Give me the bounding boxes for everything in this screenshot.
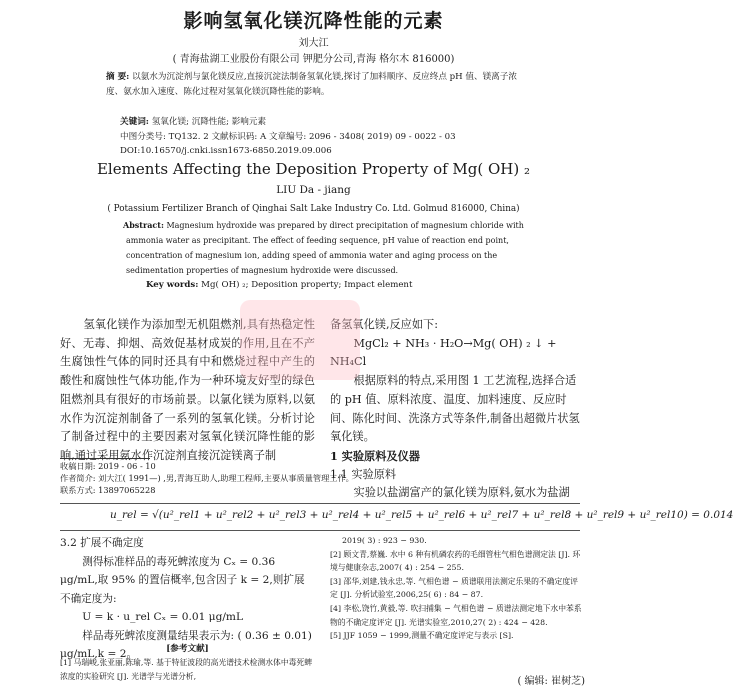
article-title-en: Elements Affecting the Deposition Property of Mg( OH) ₂ <box>96 160 531 178</box>
reference-2: [2] 顾文青,蔡巍. 水中 6 种有机磷农药的毛细管柱气相色谱测定法 [J]. 环境与健康杂志,2007( 4) : 254 − 255. <box>330 549 581 573</box>
watermark <box>240 300 360 380</box>
reference-5: [5] JJF 1059 − 1999,测量不确定度评定与表示 [S]. <box>330 631 514 641</box>
section-3-2-heading: 3.2 扩展不确定度 <box>60 537 144 549</box>
abstract-cn-text: 以氨水为沉淀剂与氯化镁反应,直接沉淀法制备氢氧化镁,探讨了加料顺序、反应终点 pH 值、镁离子浓度、氨水加入速度、陈化过程对氢氧化镁沉降性能的影响。 <box>106 72 517 97</box>
uncertainty-equation: u_rel = √(u²_rel1 + u²_rel2 + u²_rel3 + u²_rel4 + u²_rel5 + u²_rel6 + u²_rel7 + u²_rel8 + u²_rel9 + u²_rel10) = 0.014 <box>110 509 733 521</box>
abstract-en-text: Magnesium hydroxide was prepared by direct precipitation of magnesium chloride with ammonia water as precipitant. The effect of feeding sequence, pH value of reaction end point, concentration of magnesium ion, adding speed of ammonia water and aging process on the sedimentation properties of magnesium hydroxide were discussed. <box>126 221 524 275</box>
body-right-column <box>330 316 580 503</box>
editor-note: ( 编辑: 崔树芝) <box>517 676 585 687</box>
reference-1: [1] 马瑞峻,张亚丽,陈瑜,等. 基于特征波段的高光谱技术检测水体中毒死蜱浓度的实验研究 [J]. 光谱学与光谱分析, <box>60 658 313 681</box>
abstract-cn <box>106 70 526 100</box>
affiliation-cn: ( 青海盐湖工业股份有限公司 钾肥分公司,青海 格尔木 816000) <box>172 54 455 65</box>
abstract-cn-label: 摘 要: <box>106 72 130 82</box>
reference-3: [3] 邵华,刘建,钱永忠,等. 气相色谱 − 质谱联用法测定乐果的不确定度评定 [J]. 分析试验室,2006,25( 6) : 84 − 87. <box>330 576 578 600</box>
right-paragraph: 根据原料的特点,采用图 1 工艺流程,选择合适的 pH 值、原料浓度、温度、加料速度、反应时间、陈化时间、洗涤方式等条件,制备出超微片状氢氧化镁。 <box>330 374 580 444</box>
affiliation-en: ( Potassium Fertilizer Branch of Qinghai Salt Lake Industry Co. Ltd. Golmud 816000, China) <box>107 204 520 214</box>
author-en: LIU Da - jiang <box>276 184 351 196</box>
keywords-cn <box>120 115 266 127</box>
section-heading-1-1: 1.1 实验原料 <box>330 467 397 481</box>
keywords-cn-text: 氢氧化镁; 沉降性能; 影响元素 <box>151 117 267 127</box>
footnote-author: 作者简介: 刘大江( 1991—) ,男,青海互助人,助理工程师,主要从事质量管理工作。 <box>60 473 354 483</box>
keywords-en-text: Mg( OH) ₂; Deposition property; Impact element <box>201 280 413 290</box>
references-heading: [参考文献] <box>166 644 209 654</box>
abstract-en-label: Abstract: <box>123 220 164 230</box>
article-title-cn: 影响氢氧化镁沉降性能的元素 <box>183 10 444 32</box>
right-intro: 备氢氧化镁,反应如下: <box>330 318 439 331</box>
keywords-en <box>146 280 412 290</box>
classification-line: 中图分类号: TQ132. 2 文献标识码: A 文章编号: 2096 - 3408( 2019) 09 - 0022 - 03 <box>120 132 456 142</box>
reference-4: [4] 李松,饶竹,黄毅,等. 吹扫捕集 − 气相色谱 − 质谱法测定地下水中苯系物的不确定度评定 [J]. 光谱实验室,2010,27( 2) : 424 − 428. <box>330 603 582 627</box>
reaction-equation: MgCl₂ + NH₃ · H₂O→Mg( OH) ₂ ↓ + NH₄Cl <box>330 336 557 369</box>
right-last-line: 实验以盐湖富产的氯化镁为原料,氨水为盐湖 <box>353 486 570 500</box>
abstract-en <box>123 218 526 278</box>
footnote-contact: 联系方式: 13897065228 <box>60 485 156 495</box>
author-cn: 刘大江 <box>298 38 329 49</box>
footnote-received: 收稿日期: 2019 - 06 - 10 <box>60 461 156 471</box>
body-left-paragraph: 氢氧化镁作为添加型无机阻燃剂,具有热稳定性好、无毒、抑烟、高效促基材成炭的作用,且在不产生腐蚀性气体的同时还具有中和燃烧过程中产生的酸性和腐蚀性气体功能,作为一种环境友好型的绿色阻燃剂具有很好的市场前景。以氯化镁为原料,以氨水作为沉淀剂制备了一系列的氢氧化镁。分析讨论了制备过程中的主要因素对氢氧化镁沉降性能的影响,通过采用氨水作沉淀剂直接沉淀镁离子制 <box>60 318 315 462</box>
footnote-divider <box>60 458 150 459</box>
section-3-2-para2: 样品毒死蜱浓度测量结果表示为: ( 0.36 ± 0.01) μg/mL,k = 2。 <box>60 629 312 660</box>
keywords-en-label: Key words: <box>146 280 199 290</box>
doi-line: DOI:10.16570/j.cnki.issn1673-6850.2019.09.006 <box>120 146 332 156</box>
section-3-2-para1: 测得标准样品的毒死蜱浓度为 Cₓ = 0.36 μg/mL,取 95% 的置信概率,包含因子 k = 2,则扩展不确定度为: <box>60 555 305 605</box>
keywords-cn-label: 关键词: <box>120 117 149 127</box>
expanded-uncertainty-formula: U = k · u_rel Cₓ = 0.01 μg/mL <box>82 611 243 623</box>
section-heading-1: 1 实验原料及仪器 <box>330 448 420 463</box>
references-right <box>330 534 585 643</box>
reference-1-cont: 2019( 3) : 923 − 930. <box>342 536 427 545</box>
